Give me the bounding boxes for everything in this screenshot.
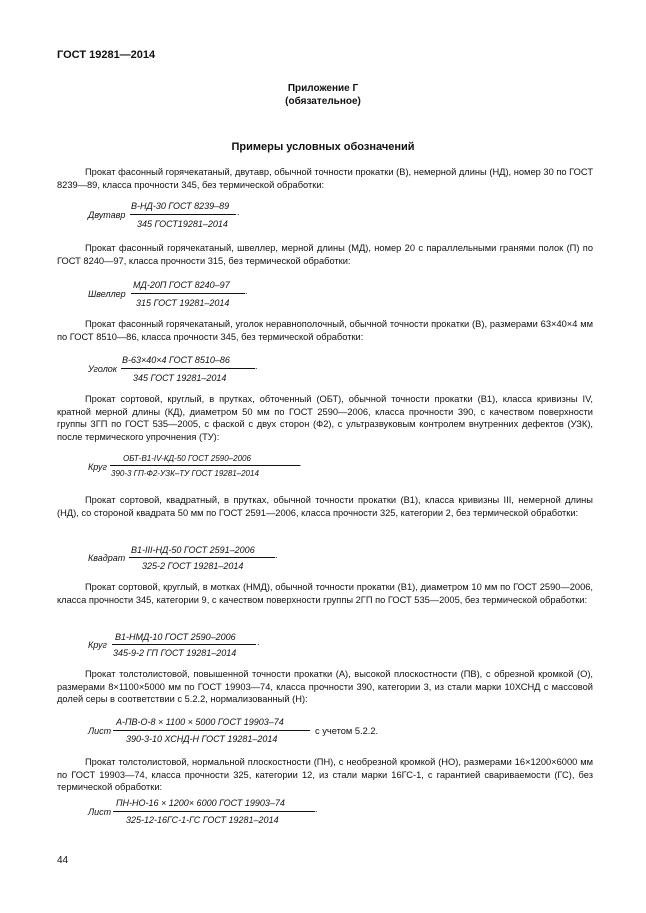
formula-numerator: В-63×40×4 ГОСТ 8510–86 xyxy=(122,355,230,365)
example-text: Прокат толстолистовой, повышенной точности прокатки (А), высокой плоскостности (ПВ), с обрезной кромкой (О), размерами 8×1100×5000 мм по ГОСТ 19903—74, класса прочности 390, категории 3, из стали марки 10ХСНД с массовой долей серы в соответствии с 5.2.2, нормализованный (Н): xyxy=(57,669,593,705)
formula-numerator: ОБТ-В1-IV-КД-50 ГОСТ 2590–2006 xyxy=(123,454,251,463)
formula-suffix: . xyxy=(275,550,278,560)
formula-label: Круг xyxy=(88,640,107,650)
standard-header: ГОСТ 19281—2014 xyxy=(57,49,156,61)
formula-suffix: . xyxy=(255,361,258,371)
formula-label: Круг xyxy=(88,462,107,472)
formula-label: Лист xyxy=(88,807,112,817)
formula-numerator: А-ПВ-О-8 × 1100 × 5000 ГОСТ 19903–74 xyxy=(116,717,284,727)
fraction-bar xyxy=(113,730,310,731)
page-number: 44 xyxy=(57,855,69,866)
formula-suffix: с учетом 5.2.2. xyxy=(315,726,379,736)
formula-denominator: 315 ГОСТ 19281–2014 xyxy=(136,298,230,308)
formula-suffix: . xyxy=(257,637,260,647)
fraction-bar xyxy=(130,214,236,215)
appendix-title: Приложение Г xyxy=(287,83,359,94)
formula-denominator: 325-2 ГОСТ 19281–2014 xyxy=(142,561,244,571)
formula-label: Швеллер xyxy=(88,289,126,299)
formula-label: Лист xyxy=(88,726,112,736)
formula-denominator: 345-9-2 ГП ГОСТ 19281–2014 xyxy=(113,648,237,658)
formula-label: Квадрат xyxy=(88,553,126,563)
formula-denominator: 390-3 ГП-Ф2-УЗК–ТУ ГОСТ 19281–2014 xyxy=(111,469,259,478)
formula-denominator: 325-12-16ГС-1-ГС ГОСТ 19281–2014 xyxy=(126,815,279,825)
formula-suffix: . xyxy=(245,286,248,296)
formula-label: Уголок xyxy=(88,364,118,374)
example-text: Прокат сортовой, квадратный, в прутках, обычной точности прокатки (В1), класса кривизны III, немерной длины (НД), со стороной квадрата 50 мм по ГОСТ 2591—2006, класса прочности 325, категории 2, без термической обработки: xyxy=(57,495,593,518)
fraction-bar xyxy=(131,293,245,294)
example-text: Прокат сортовой, круглый, в прутках, обточенный (ОБТ), обычной точности прокатки (В1), класса кривизны IV, кратной мерной длины (КД), диаметром 50 мм по ГОСТ 2590—2006, класса прочности 390, с качеством поверхности группы 3ГП по ГОСТ 535—2005, с фаской с двух сторон (Ф2), с ультразвуковым контролем внутренних дефектов (УЗК), после термического упрочнения (ТУ): xyxy=(57,394,593,443)
example-text: Прокат толстолистовой, нормальной плоскостности (ПН), с необрезной кромкой (НО), размерами 16×1200×6000 мм по ГОСТ 19903—74, класса прочности 325, категории 12, из стали марки 16ГС-1, с гарантией свариваемости (ГС), без термической обработки: xyxy=(57,757,593,793)
formula-numerator: В1-III-НД-50 ГОСТ 2591–2006 xyxy=(131,545,255,555)
formula-denominator: 390-3-10 ХСНД-Н ГОСТ 19281–2014 xyxy=(126,734,278,744)
formula-suffix: . xyxy=(299,459,302,468)
formula-label: Двутавр xyxy=(88,210,126,220)
formula-numerator: МД-20П ГОСТ 8240–97 xyxy=(133,280,230,290)
fraction-bar xyxy=(129,557,275,558)
example-text: Прокат сортовой, круглый, в мотках (НМД), обычной точности прокатки (В1), диаметром 10 мм по ГОСТ 2590—2006, класса прочности 345, категории 9, с качеством поверхности группы 2ГП по ГОСТ 535—2005, без термической обработки: xyxy=(57,582,593,605)
example-text: Прокат фасонный горячекатаный, двутавр, обычной точности прокатки (В), немерной длины (НД), номер 30 по ГОСТ 8239—89, класса прочности 345, без термической обработки: xyxy=(57,167,593,190)
fraction-bar xyxy=(110,465,300,466)
appendix-subtitle: (обязательное) xyxy=(285,96,361,107)
example-text: Прокат фасонный горячекатаный, уголок неравнополочный, обычной точности прокатки (В), размерами 63×40×4 мм по ГОСТ 8510—86, класса прочности 345, без термической обработки: xyxy=(57,319,593,342)
fraction-bar xyxy=(113,811,315,812)
formula-numerator: В-НД-30 ГОСТ 8239–89 xyxy=(131,201,230,211)
fraction-bar xyxy=(112,644,256,645)
formula-numerator: ПН-НО-16 × 1200× 6000 ГОСТ 19903–74 xyxy=(116,798,285,808)
formula-denominator: 345 ГОСТ 19281–2014 xyxy=(133,373,227,383)
section-title: Примеры условных обозначений xyxy=(231,141,415,153)
formula-numerator: В1-НМД-10 ГОСТ 2590–2006 xyxy=(115,632,236,642)
fraction-bar xyxy=(121,368,255,369)
formula-suffix: . xyxy=(237,207,240,217)
example-text: Прокат фасонный горячекатаный, швеллер, мерной длины (МД), номер 20 с параллельными гранями полок (П) по ГОСТ 8240—97, класса прочности 315, без термической обработки: xyxy=(57,243,593,266)
formula-suffix: . xyxy=(315,804,318,814)
formula-denominator: 345 ГОСТ19281–2014 xyxy=(137,219,228,229)
